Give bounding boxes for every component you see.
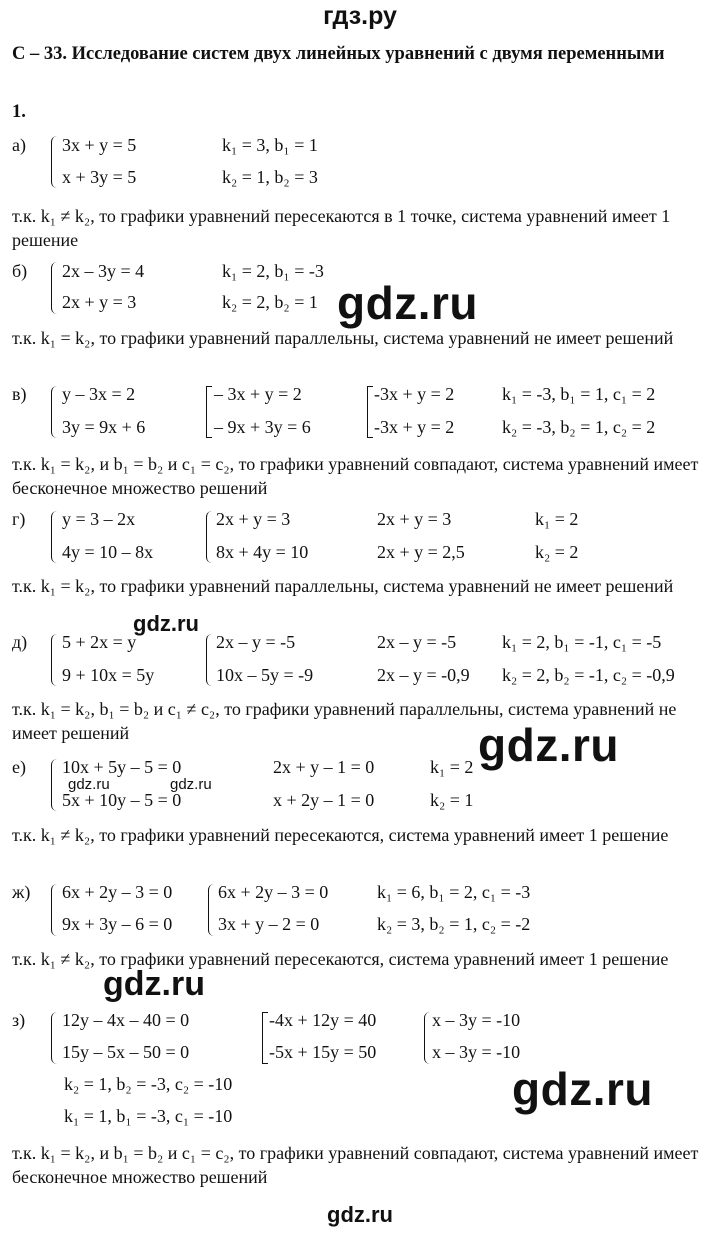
equation: y – 3x = 2 (62, 384, 136, 404)
coefficients: k₂ = -3, b₂ = 1, c₂ = 2 (502, 417, 656, 437)
site-header: гдз.ру (323, 2, 397, 30)
equation: 8x + 4y = 10 (216, 542, 309, 562)
equation: 15y – 5x – 50 = 0 (62, 1042, 190, 1062)
coefficients: k₂ = 2, b₂ = -1, c₂ = -0,9 (502, 665, 675, 685)
task-number: 1. (12, 102, 26, 122)
system-brace (51, 136, 60, 188)
equation: 3y = 9x + 6 (62, 417, 146, 437)
coefficients: k₂ = 2 (535, 542, 579, 562)
part-label-z: з) (12, 1010, 26, 1030)
equation: x + 3y = 5 (62, 167, 137, 187)
coefficients: k₂ = 1, b₂ = 3 (222, 167, 318, 187)
conclusion-d: т.к. k₁ = k₂, b₁ = b₂ и c₁ ≠ c₂, то графики уравнений параллельны, система уравнений не имеет решений (12, 699, 677, 743)
part-label-zh: ж) (12, 882, 31, 902)
coefficients: k₂ = 3, b₂ = 1, c₂ = -2 (377, 914, 531, 934)
system-bracket (262, 1012, 268, 1064)
equation: 5x + 10y – 5 = 0 (62, 790, 182, 810)
equation: 2x + y – 1 = 0 (273, 757, 375, 777)
watermark: gdz.ru (68, 776, 110, 793)
equation: -3x + y = 2 (374, 417, 455, 437)
watermark: gdz.ru (512, 1063, 653, 1115)
coefficients: k₁ = 2 (430, 757, 474, 777)
equation: 2x – y = -5 (216, 632, 296, 652)
equation: – 9x + 3y = 6 (214, 417, 311, 437)
conclusion-e: т.к. k₁ ≠ k₂, то графики уравнений пересекаются, система уравнений имеет 1 решение (12, 825, 669, 845)
equation: y = 3 – 2x (62, 509, 136, 529)
section-heading: С – 33. Исследование систем двух линейных уравнений с двумя переменными (12, 44, 665, 64)
system-brace (51, 386, 60, 438)
part-label-v: в) (12, 384, 27, 404)
watermark: gdz.ru (478, 719, 619, 771)
part-label-g: г) (12, 509, 26, 529)
coefficients: k₂ = 2, b₂ = 1 (222, 292, 318, 312)
conclusion-z: т.к. k₁ = k₂, и b₁ = b₂ и c₁ = c₂, то графики уравнений совпадают, система уравнений имеет бесконечное множество решений (12, 1143, 699, 1187)
equation: 2x – y = -0,9 (377, 665, 470, 685)
coefficients: k₁ = 6, b₁ = 2, c₁ = -3 (377, 882, 531, 902)
coefficients: k₁ = 2, b₁ = -1, c₁ = -5 (502, 632, 662, 652)
system-brace (51, 759, 60, 811)
equation: x – 3y = -10 (432, 1010, 521, 1030)
watermark: gdz.ru (170, 776, 212, 793)
system-brace (51, 262, 60, 314)
equation: 9x + 3y – 6 = 0 (62, 914, 173, 934)
equation: 9 + 10x = 5y (62, 665, 155, 685)
conclusion-a: т.к. k₁ ≠ k₂, то графики уравнений пересекаются в 1 точке, система уравнений имеет 1 решение (12, 206, 671, 250)
system-brace (206, 511, 215, 563)
equation: 6x + 2y – 3 = 0 (62, 882, 173, 902)
coefficients: k₂ = 1 (430, 790, 474, 810)
system-brace (51, 511, 60, 563)
part-label-b: б) (12, 261, 28, 281)
system-brace (208, 884, 217, 936)
equation: 2x – y = -5 (377, 632, 457, 652)
equation: 4y = 10 – 8x (62, 542, 154, 562)
coefficients: k₁ = 1, b₁ = -3, c₁ = -10 (64, 1106, 233, 1126)
system-bracket (206, 386, 212, 438)
equation: 2x + y = 3 (377, 509, 452, 529)
equation: 6x + 2y – 3 = 0 (218, 882, 329, 902)
equation: 2x – 3y = 4 (62, 261, 145, 281)
equation: 5 + 2x = y (62, 632, 137, 652)
conclusion-g: т.к. k₁ = k₂, то графики уравнений параллельны, система уравнений не имеет решений (12, 576, 674, 596)
coefficients: k₁ = 2 (535, 509, 579, 529)
equation: -5x + 15y = 50 (269, 1042, 377, 1062)
equation: x + 2y – 1 = 0 (273, 790, 375, 810)
watermark: gdz.ru (103, 965, 205, 1003)
part-label-e: е) (12, 757, 26, 777)
equation: 10x + 5y – 5 = 0 (62, 757, 182, 777)
equation: 10x – 5y = -9 (216, 665, 314, 685)
system-brace (51, 884, 60, 936)
system-brace (206, 634, 215, 686)
watermark: gdz.ru (133, 611, 199, 636)
equation: 2x + y = 2,5 (377, 542, 465, 562)
equation: x – 3y = -10 (432, 1042, 521, 1062)
conclusion-b: т.к. k₁ = k₂, то графики уравнений параллельны, система уравнений не имеет решений (12, 328, 674, 348)
equation: 3x + y – 2 = 0 (218, 914, 320, 934)
equation: -3x + y = 2 (374, 384, 455, 404)
equation: -4x + 12y = 40 (269, 1010, 377, 1030)
equation: 12y – 4x – 40 = 0 (62, 1010, 190, 1030)
equation: – 3x + y = 2 (214, 384, 302, 404)
system-brace (51, 1012, 60, 1064)
part-label-a: а) (12, 135, 26, 155)
conclusion-v: т.к. k₁ = k₂, и b₁ = b₂ и c₁ = c₂, то графики уравнений совпадают, система уравнений имеет бесконечное множество решений (12, 454, 699, 498)
system-bracket (367, 386, 373, 438)
equation: 2x + y = 3 (216, 509, 291, 529)
coefficients: k₁ = 3, b₁ = 1 (222, 135, 318, 155)
equation: 3x + y = 5 (62, 135, 137, 155)
coefficients: k₂ = 1, b₂ = -3, c₂ = -10 (64, 1074, 233, 1094)
system-brace (51, 634, 60, 686)
coefficients: k₁ = -3, b₁ = 1, c₁ = 2 (502, 384, 656, 404)
part-label-d: д) (12, 632, 28, 652)
equation: 2x + y = 3 (62, 292, 137, 312)
coefficients: k₁ = 2, b₁ = -3 (222, 261, 324, 281)
site-footer: gdz.ru (327, 1202, 393, 1227)
watermark: gdz.ru (337, 277, 478, 329)
conclusion-zh: т.к. k₁ ≠ k₂, то графики уравнений пересекаются, система уравнений имеет 1 решение (12, 949, 669, 969)
